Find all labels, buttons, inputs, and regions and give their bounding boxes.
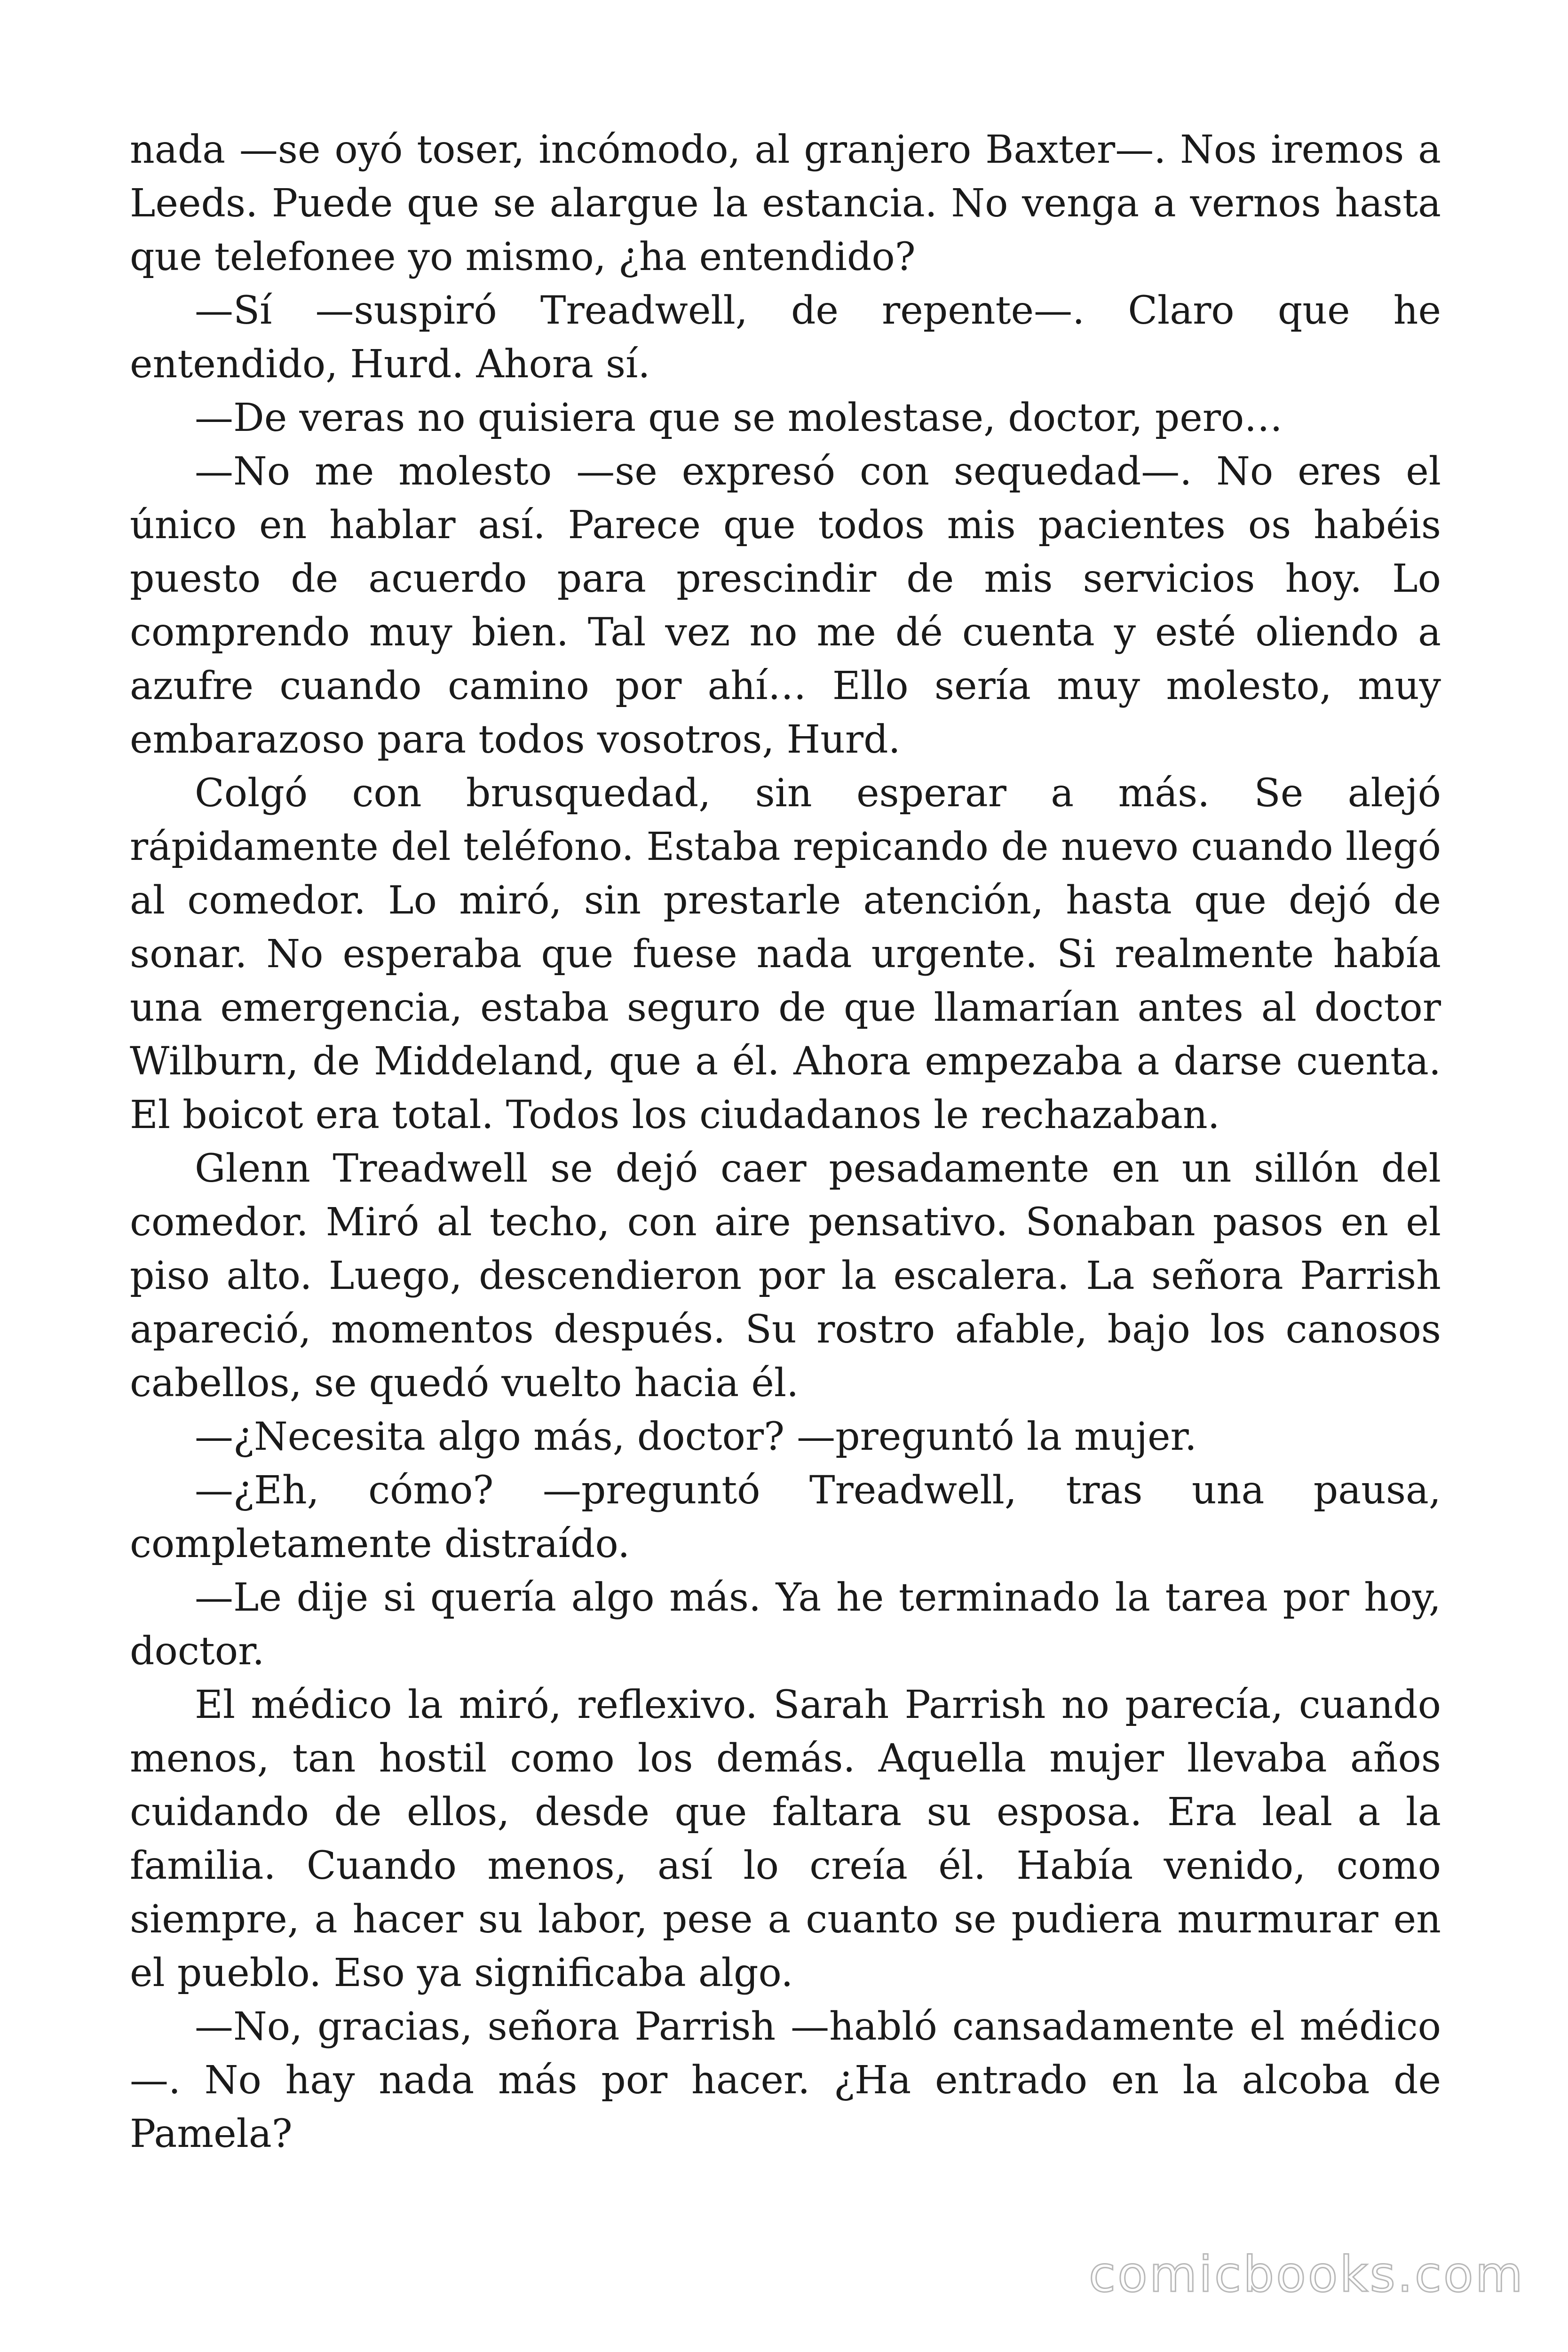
paragraph-1: nada —se oyó toser, incómodo, al granjero Baxter—. Nos iremos a Leeds. Puede que se alargue la estancia. No venga a vernos hasta que telefonee yo mismo, ¿ha entendido? xyxy=(130,127,1441,279)
paragraph-8: —¿Eh, cómo? —preguntó Treadwell, tras una pausa, completamente distraído. xyxy=(130,1468,1441,1566)
paragraph-10: El médico la miró, reflexivo. Sarah Parrish no parecía, cuando menos, tan hostil como los demás. Aquella mujer llevaba años cuidando de ellos, desde que faltara su esposa. Era leal a la familia. Cuando menos, así lo creía él. Había venido, como siempre, a hacer su labor, pese a cuanto se pudiera murmurar en el pueblo. Eso ya significaba algo. xyxy=(130,1683,1441,1995)
watermark-logo: comicbooks.com xyxy=(1088,2246,1525,2303)
paragraph-4: —No me molesto —se expresó con sequedad—. No eres el único en hablar así. Parece que todos mis pacientes os habéis puesto de acuerdo para prescindir de mis servicios hoy. Lo comprendo muy bien. Tal vez no me dé cuenta y esté oliendo a azufre cuando camino por ahí… Ello sería muy molesto, muy embarazoso para todos vosotros, Hurd. xyxy=(130,449,1441,762)
paragraph-2: —Sí —suspiró Treadwell, de repente—. Claro que he entendido, Hurd. Ahora sí. xyxy=(130,288,1441,387)
paragraph-9: —Le dije si quería algo más. Ya he terminado la tarea por hoy, doctor. xyxy=(130,1575,1441,1674)
paragraph-3: —De veras no quisiera que se molestase, doctor, pero… xyxy=(195,396,1283,440)
paragraph-11: —No, gracias, señora Parrish —habló cansadamente el médico —. No hay nada más por hacer. ¿Ha entrado en la alcoba de Pamela? xyxy=(130,2004,1441,2156)
book-page-text xyxy=(130,123,1441,2161)
paragraph-6: Glenn Treadwell se dejó caer pesadamente en un sillón del comedor. Miró al techo, con aire pensativo. Sonaban pasos en el piso alto. Luego, descendieron por la escalera. La señora Parrish apareció, momentos después. Su rostro afable, bajo los canosos cabellos, se quedó vuelto hacia él. xyxy=(130,1146,1441,1406)
paragraph-5: Colgó con brusquedad, sin esperar a más. Se alejó rápidamente del teléfono. Estaba repicando de nuevo cuando llegó al comedor. Lo miró, sin prestarle atención, hasta que dejó de sonar. No esperaba que fuese nada urgente. Si realmente había una emergencia, estaba seguro de que llamarían antes al doctor Wilburn, de Middeland, que a él. Ahora empezaba a darse cuenta. El boicot era total. Todos los ciudadanos le rechazaban. xyxy=(130,771,1441,1137)
paragraph-7: —¿Necesita algo más, doctor? —preguntó la mujer. xyxy=(195,1414,1197,1459)
